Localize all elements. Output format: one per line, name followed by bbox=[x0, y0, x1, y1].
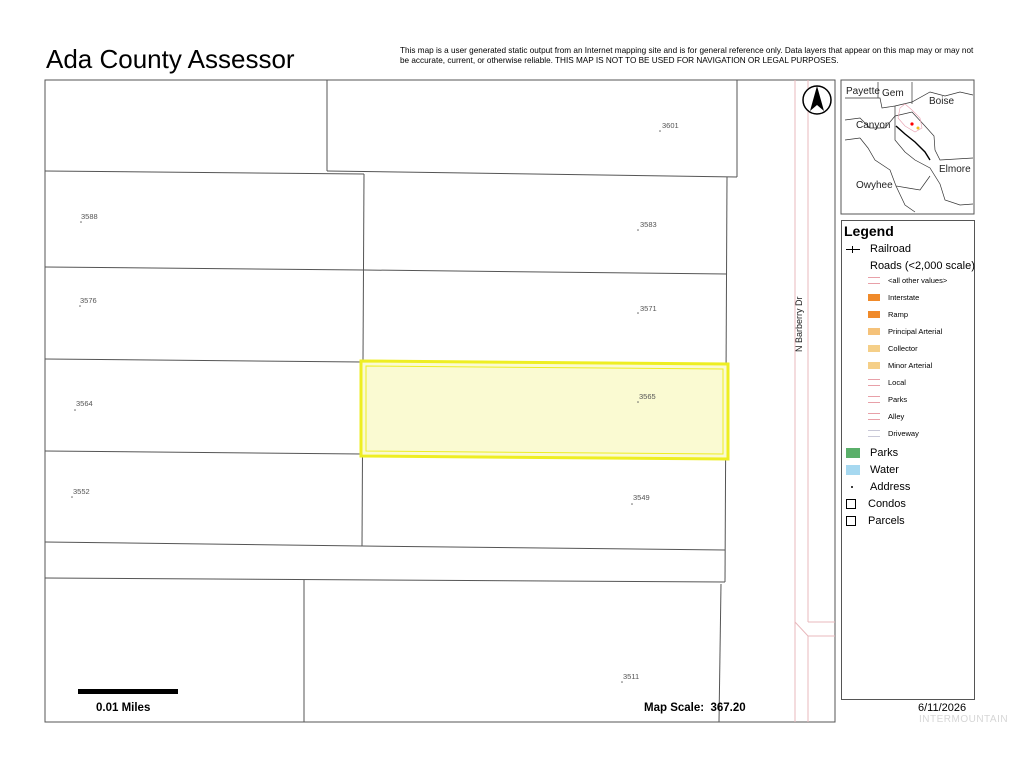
legend-symbol-railroad-icon bbox=[846, 244, 860, 254]
legend-label: Driveway bbox=[888, 429, 919, 438]
legend-label: Parks bbox=[870, 447, 899, 459]
legend-symbol-box-icon bbox=[846, 516, 856, 526]
inset-locator-map bbox=[841, 80, 974, 214]
legend-symbol-box-icon bbox=[846, 499, 856, 509]
scale-bar-label: 0.01 Miles bbox=[96, 702, 151, 714]
road-label: N Barberry Dr bbox=[794, 296, 804, 352]
legend-symbol-line-icon bbox=[868, 413, 880, 420]
legend-symbol-dot-icon bbox=[846, 482, 860, 492]
address-label: 3565 bbox=[639, 392, 656, 401]
page-title: Ada County Assessor bbox=[46, 44, 295, 74]
legend-item bbox=[846, 481, 910, 493]
legend-item bbox=[846, 293, 919, 302]
watermark: INTERMOUNTAIN bbox=[919, 714, 1009, 725]
legend-item bbox=[846, 327, 942, 336]
legend-item bbox=[846, 276, 947, 285]
legend-item bbox=[846, 395, 907, 404]
legend-label: Condos bbox=[868, 498, 906, 510]
map-scale-value: 367.20 bbox=[710, 702, 746, 714]
inset-label: Canyon bbox=[856, 120, 891, 131]
legend-title: Legend bbox=[844, 223, 894, 239]
legend-symbol-line-icon bbox=[868, 430, 880, 437]
legend-label: Roads (<2,000 scale) bbox=[870, 260, 975, 272]
legend-item bbox=[846, 412, 904, 421]
legend-symbol-line-icon bbox=[868, 277, 880, 284]
legend-symbol-line-icon bbox=[868, 396, 880, 403]
legend-label: Ramp bbox=[888, 310, 909, 319]
legend-label: Water bbox=[870, 464, 899, 476]
legend-symbol-fill-icon bbox=[868, 294, 880, 301]
legend-symbol-fill-icon bbox=[868, 328, 880, 335]
map-date: 6/11/2026 bbox=[918, 702, 967, 714]
inset-label: Payette bbox=[846, 86, 880, 97]
inset-label: Owyhee bbox=[856, 180, 893, 191]
legend-item bbox=[846, 243, 911, 255]
legend-symbol-fill-icon bbox=[868, 362, 880, 369]
legend-symbol-fill-icon bbox=[846, 448, 860, 458]
legend-item bbox=[846, 464, 899, 476]
inset-label: Elmore bbox=[939, 164, 971, 175]
map-scale-label: Map Scale: bbox=[644, 702, 705, 714]
legend-label: Collector bbox=[888, 344, 918, 353]
inset-label: Gem bbox=[882, 88, 904, 99]
legend-label: Railroad bbox=[870, 243, 911, 255]
address-label: 3588 bbox=[81, 212, 98, 221]
legend-label: Parks bbox=[888, 395, 908, 404]
address-label: 3576 bbox=[80, 296, 97, 305]
legend-label: <all other values> bbox=[888, 276, 948, 285]
map-legend bbox=[841, 220, 975, 700]
map-scale bbox=[644, 702, 746, 714]
address-label: 3583 bbox=[640, 220, 657, 229]
legend-item bbox=[846, 429, 919, 438]
legend-label: Alley bbox=[888, 412, 905, 421]
legend-item bbox=[846, 310, 908, 319]
legend-item bbox=[846, 515, 905, 527]
inset-label: Boise bbox=[929, 96, 955, 107]
legend-label: Parcels bbox=[868, 515, 905, 527]
legend-item bbox=[846, 260, 975, 272]
disclaimer-text: This map is a user generated static output from an Internet mapping site and is for general reference only. Data layers that appear on this map may or may not be accurate, current, or otherwise reliable. THIS MAP IS NOT TO BE USED FOR NAVIGATION OR LEGAL PURPOSES. bbox=[400, 46, 974, 65]
selected-parcel[interactable] bbox=[361, 361, 728, 459]
address-label: 3511 bbox=[623, 672, 640, 681]
legend-label: Address bbox=[870, 481, 911, 493]
legend-label: Local bbox=[888, 378, 906, 387]
address-label: 3564 bbox=[76, 399, 93, 408]
legend-label: Interstate bbox=[888, 293, 920, 302]
legend-item bbox=[846, 447, 898, 459]
legend-label: Minor Arterial bbox=[888, 361, 933, 370]
legend-item bbox=[846, 378, 906, 387]
legend-item bbox=[846, 344, 918, 353]
address-label: 3601 bbox=[662, 121, 679, 130]
address-label: 3571 bbox=[640, 304, 657, 313]
legend-symbol-fill-icon bbox=[868, 345, 880, 352]
legend-label: Principal Arterial bbox=[888, 327, 943, 336]
legend-symbol-line-icon bbox=[868, 379, 880, 386]
address-label: 3549 bbox=[633, 493, 650, 502]
address-label: 3552 bbox=[73, 487, 90, 496]
legend-item bbox=[846, 498, 906, 510]
legend-symbol-fill-icon bbox=[846, 465, 860, 475]
scale-bar bbox=[78, 689, 178, 694]
north-arrow-icon bbox=[803, 86, 831, 114]
legend-item bbox=[846, 361, 932, 370]
legend-symbol-fill-icon bbox=[868, 311, 880, 318]
